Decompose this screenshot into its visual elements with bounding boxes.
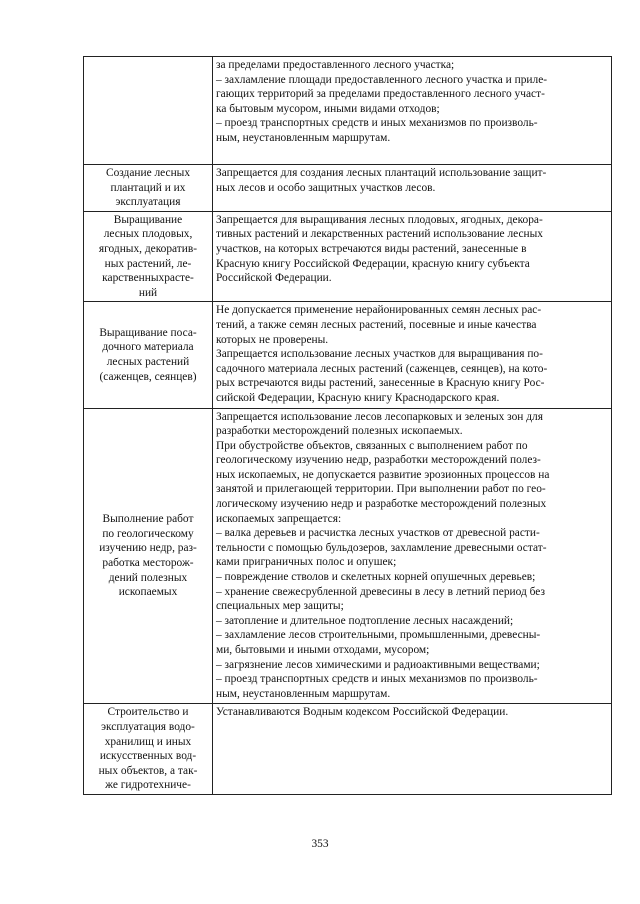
rule-line: геологическому изучению недр, разработки месторождений полез- <box>216 454 541 467</box>
rule-line: – захламление площади предоставленного лесного участка и приле- <box>216 73 548 86</box>
rule-line: тивных растений и лекарственных растений использование лесных <box>216 228 543 241</box>
activity-line: лесных растений <box>106 355 190 368</box>
rules-cell <box>213 408 612 704</box>
activity-cell <box>84 704 213 795</box>
rule-line: логическому изучению недр и разработке месторождений полезных <box>216 498 547 511</box>
table-row <box>84 165 612 212</box>
rule-line: рых встречаются виды растений, занесенные в Красную книгу Рос- <box>216 377 545 390</box>
activity-cell <box>84 57 213 165</box>
activity-line: же гидротехниче- <box>105 779 191 792</box>
rule-line: – загрязнение лесов химическими и радиоактивными веществами; <box>216 658 540 671</box>
table-row <box>84 704 612 795</box>
rule-line: ным, неустановленным маршрутам. <box>216 687 391 700</box>
rule-line: сийской Федерации, Красную книгу Краснодарского края. <box>216 391 500 404</box>
rule-line: Не допускается применение нерайонированных семян лесных рас- <box>216 304 542 317</box>
activity-cell <box>84 408 213 704</box>
activity-line: плантаций и их <box>110 181 186 194</box>
activity-line: дений полезных <box>108 571 188 584</box>
rule-line: Запрещается использование лесных участков для выращивания по- <box>216 348 543 361</box>
activity-line: дочного материала <box>102 341 194 354</box>
activity-line: лесных плодовых, <box>103 228 193 241</box>
activity-cell <box>84 165 213 212</box>
activity-line: Выращивание <box>113 213 183 226</box>
rule-line: ным, неустановленным маршрутам. <box>216 131 391 144</box>
table-row <box>84 211 612 302</box>
activity-line: (саженцев, сеянцев) <box>99 370 197 383</box>
rule-line: ных лесов и особо защитных участков лесов. <box>216 181 436 194</box>
rule-line: ных ископаемых, не допускается развитие эрозионных процессов на <box>216 468 550 481</box>
activity-line: искусственных вод- <box>99 750 197 763</box>
activity-line: по геологическому <box>102 527 194 540</box>
rule-line: Запрещается использование лесов лесопарковых и зеленых зон для <box>216 410 543 423</box>
table-row <box>84 302 612 408</box>
activity-line: Создание лесных <box>105 167 191 179</box>
activity-cell <box>84 211 213 302</box>
rules-cell <box>213 57 612 165</box>
rule-line: тений, а также семян лесных растений, посевные и иные качества <box>216 318 537 331</box>
rule-line: ка бытовым мусором, иными видами отходов; <box>216 102 440 115</box>
activity-line: эксплуатация водо- <box>101 720 195 733</box>
activity-line: изучению недр, раз- <box>99 542 197 555</box>
activity-cell <box>84 302 213 408</box>
rule-line: разработки месторождений полезных ископаемых. <box>216 425 463 438</box>
table-row <box>84 408 612 704</box>
rule-line: специальных мер защиты; <box>216 600 344 613</box>
rule-line: – валка деревьев и расчистка лесных участков от древесной расти- <box>216 527 540 540</box>
rules-cell <box>213 704 612 795</box>
rule-line: ми, бытовыми и иными отходами, мусором; <box>216 644 430 656</box>
rule-line: садочного материала лесных растений (саженцев, сеянцев), на кото- <box>216 362 548 375</box>
rule-line: ископаемых запрещается: <box>216 512 342 525</box>
activity-line: Строительство и <box>107 706 189 719</box>
activity-line: ний <box>138 286 158 299</box>
activity-line: ных объектов, а так- <box>98 764 198 777</box>
rule-line: занятой и прилегающей территории. При выполнении работ по гео- <box>216 483 546 496</box>
rule-line: Российской Федерации. <box>216 272 332 285</box>
rules-cell <box>213 165 612 212</box>
rules-cell <box>213 211 612 302</box>
rule-line: – проезд транспортных средств и иных механизмов по произволь- <box>216 673 538 686</box>
activity-line: эксплуатация <box>115 196 181 209</box>
rule-line: При обустройстве объектов, связанных с выполнением работ по <box>216 439 528 452</box>
regulations-table <box>83 56 612 795</box>
rule-line: – хранение свежесрубленной древесины в лесу в летний период без <box>216 585 545 598</box>
rule-line: гающих территорий за пределами предоставленного лесного участ- <box>216 88 545 101</box>
rule-line: Запрещается для создания лесных плантаций использование защит- <box>216 167 547 179</box>
activity-line: работка месторож- <box>102 556 194 569</box>
rule-line: – повреждение стволов и скелетных корней опушечных деревьев; <box>216 571 536 584</box>
activity-line: ягодных, декоратив- <box>98 242 198 255</box>
activity-line: Выполнение работ <box>102 513 194 526</box>
rule-line: за пределами предоставленного лесного участка; <box>216 59 455 71</box>
activity-line: хранилищ и иных <box>104 735 192 748</box>
rule-line: Запрещается для выращивания лесных плодовых, ягодных, декора- <box>216 213 543 226</box>
activity-line: карственныхрасте- <box>102 272 194 285</box>
rule-line: участков, на которых встречаются виды растений, занесенные в <box>216 242 527 255</box>
activity-line: Выращивание поса- <box>99 326 197 339</box>
activity-line: ных растений, ле- <box>104 257 192 270</box>
page-number: 353 <box>311 838 329 850</box>
rule-line: Красную книгу Российской Федерации, красную книгу субъекта <box>216 257 530 270</box>
rule-line: ками приграничных полос и опушек; <box>216 556 397 569</box>
rule-line: – захламление лесов строительными, промышленными, древесны- <box>216 629 541 642</box>
rules-cell <box>213 302 612 408</box>
rule-line: тельности с помощью бульдозеров, захламление древесными остат- <box>216 541 547 554</box>
activity-line: ископаемых <box>118 586 178 599</box>
rule-line: – проезд транспортных средств и иных механизмов по произволь- <box>216 117 538 130</box>
rule-line: Устанавливаются Водным кодексом Российской Федерации. <box>216 706 509 719</box>
rule-line: которых не проверены. <box>216 333 329 346</box>
rule-line: – затопление и длительное подтопление лесных насаждений; <box>216 614 514 627</box>
table-row <box>84 57 612 165</box>
